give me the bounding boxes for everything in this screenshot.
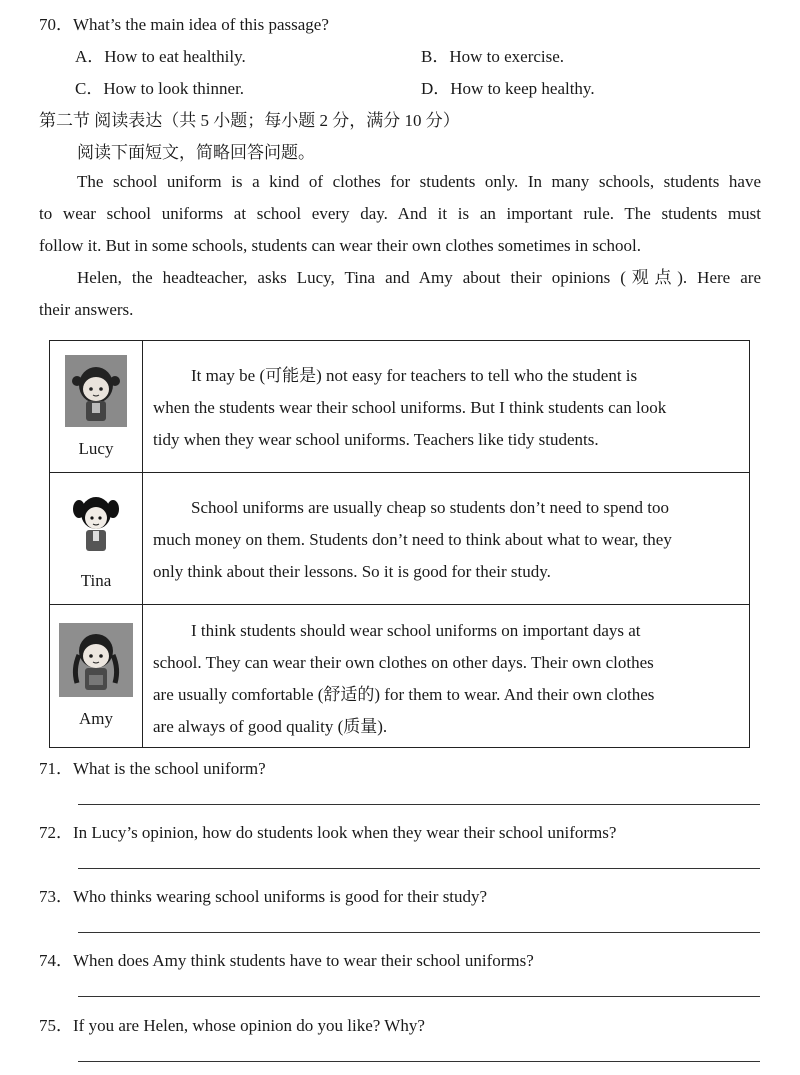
- question-73: 73．Who thinks wearing school uniforms is good for their study?: [39, 887, 488, 906]
- opinion-line: only think about their lessons. So it is good for their study.: [153, 562, 551, 581]
- answer-line-71[interactable]: [78, 804, 760, 805]
- girl-amy-icon: [59, 623, 133, 702]
- opinion-line: much money on them. Students don’t need to think about what to wear, they: [153, 530, 672, 549]
- answer-line-75[interactable]: [78, 1061, 760, 1062]
- tina-name: Tina: [80, 571, 112, 590]
- opinion-row-lucy: [50, 341, 750, 473]
- amy-opinion: [143, 605, 750, 748]
- passage-paragraph-2: [39, 262, 761, 326]
- opinion-line: are usually comfortable (舒适的) for them to wear. And their own clothes: [153, 685, 655, 704]
- amy-picture-cell: [50, 605, 143, 748]
- amy-name: Amy: [79, 709, 113, 728]
- answer-line-73[interactable]: [78, 932, 760, 933]
- girl-lucy-icon: [65, 355, 127, 432]
- girl-tina-icon: [71, 493, 121, 558]
- question-70: 70．What’s the main idea of this passage?: [39, 15, 329, 34]
- question-72: 72．In Lucy’s opinion, how do students look when they wear their school uniforms?: [39, 823, 617, 842]
- option-d: D．How to keep healthy.: [421, 79, 595, 98]
- opinion-line: tidy when they wear school uniforms. Teachers like tidy students.: [153, 430, 599, 449]
- option-b: B．How to exercise.: [421, 47, 565, 66]
- opinions-table: [49, 340, 750, 748]
- passage-line: to wear school uniforms at school every day. And it is an important rule. The students must: [39, 204, 761, 223]
- passage-line: Helen, the headteacher, asks Lucy, Tina and Amy about their opinions (观点). Here are: [77, 268, 761, 287]
- opinion-line: when the students wear their school uniforms. But I think students can look: [153, 398, 667, 417]
- opinion-row-tina: [50, 473, 750, 605]
- question-75: 75．If you are Helen, whose opinion do you like? Why?: [39, 1016, 425, 1035]
- opinion-line: are always of good quality (质量).: [153, 717, 388, 736]
- opinion-line: school. They can wear their own clothes on other days. Their own clothes: [153, 653, 654, 672]
- passage-line: The school uniform is a kind of clothes for students only. In many schools, students have: [77, 172, 761, 191]
- option-a: A．How to eat healthily.: [75, 47, 246, 66]
- opinion-line: It may be (可能是) not easy for teachers to tell who the student is: [191, 366, 638, 385]
- passage-line: follow it. But in some schools, students can wear their own clothes sometimes in school.: [39, 236, 641, 255]
- question-74: 74．When does Amy think students have to wear their school uniforms?: [39, 951, 534, 970]
- tina-opinion: [143, 473, 750, 605]
- opinion-line: I think students should wear school uniforms on important days at: [191, 621, 641, 640]
- answer-line-72[interactable]: [78, 868, 760, 869]
- opinion-line: School uniforms are usually cheap so students don’t need to spend too: [191, 498, 669, 517]
- lucy-picture-cell: [50, 341, 143, 473]
- passage-paragraph-1: [39, 166, 761, 262]
- passage-line: their answers.: [39, 300, 134, 319]
- option-c: C．How to look thinner.: [75, 79, 245, 98]
- section-title: 第二节 阅读表达（共 5 小题；每小题 2 分，满分 10 分）: [39, 111, 460, 130]
- question-71: 71．What is the school uniform?: [39, 759, 266, 778]
- lucy-opinion: [143, 341, 750, 473]
- lucy-name: Lucy: [78, 439, 114, 458]
- answer-line-74[interactable]: [78, 996, 760, 997]
- opinion-row-amy: [50, 605, 750, 748]
- section-instruction: 阅读下面短文，简略回答问题。: [77, 143, 315, 162]
- tina-picture-cell: [50, 473, 143, 605]
